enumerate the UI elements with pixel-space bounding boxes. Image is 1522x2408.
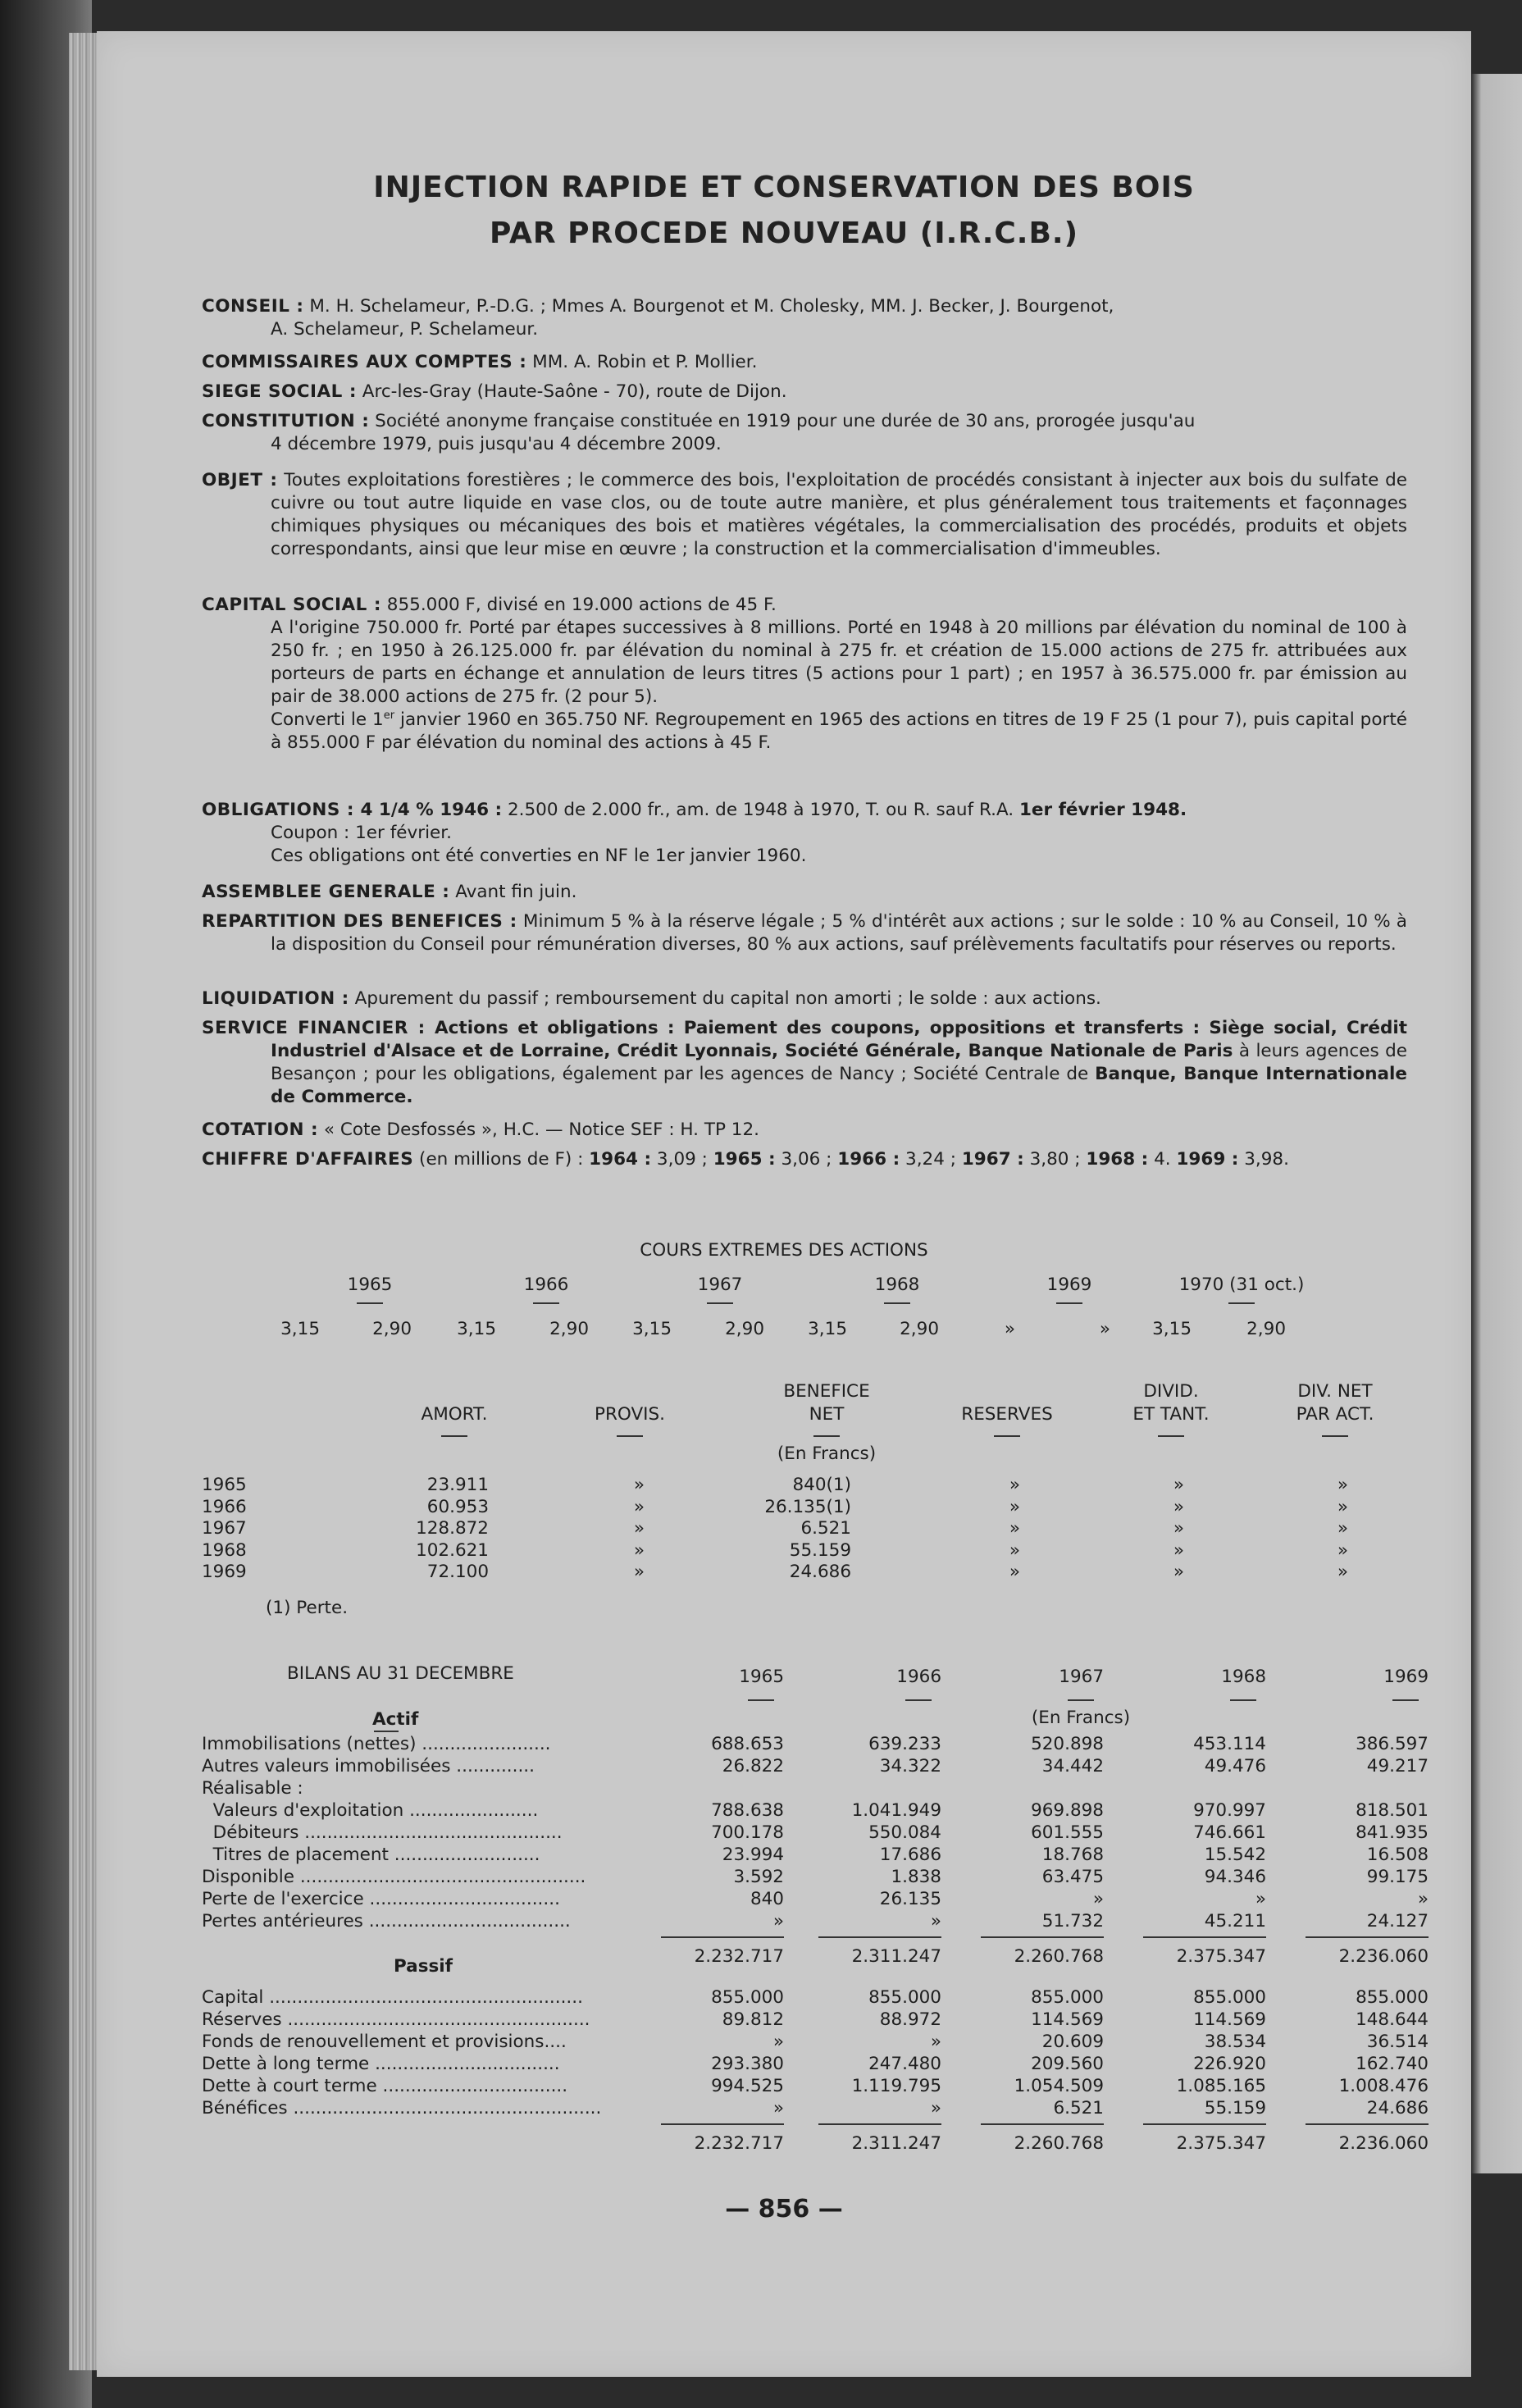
title-line-1: INJECTION RAPIDE ET CONSERVATION DES BOIS — [373, 171, 1195, 204]
resultats-divid: » — [1173, 1562, 1184, 1582]
resultats-header-rule — [441, 1435, 467, 1437]
ca-year-1969: 1969 : — [1176, 1149, 1239, 1170]
label-conseil: CONSEIL : — [202, 296, 304, 317]
ca-val-1965: 3,06 ; — [775, 1149, 838, 1170]
bilans-passif-value: 1.085.165 — [1176, 2076, 1266, 2096]
bilans-actif-value: 746.661 — [1193, 1822, 1266, 1843]
resultats-divnet: » — [1337, 1518, 1348, 1539]
bilans-year-rule — [905, 1699, 932, 1701]
label-cotation: COTATION : — [202, 1120, 319, 1140]
entry-conseil — [202, 295, 1407, 341]
cours-high: 3,15 — [808, 1319, 847, 1339]
text-commissaires: MM. A. Robin et P. Mollier. — [526, 352, 758, 372]
bilans-year: 1966 — [896, 1667, 941, 1687]
resultats-amort: 23.911 — [426, 1475, 489, 1495]
entry-service — [202, 1017, 1407, 1109]
cours-low: 2,90 — [372, 1319, 412, 1339]
bilans-actif-value: » — [930, 1911, 941, 1931]
label-constitution: CONSTITUTION : — [202, 411, 370, 431]
text-conseil: M. H. Schelameur, P.-D.G. ; Mmes A. Bourgenot et M. Cholesky, MM. J. Becker, J. Bourgenot, — [303, 296, 1114, 317]
cours-high: 3,15 — [457, 1319, 496, 1339]
bilans-actif-row-label: Autres valeurs immobilisées .............. — [202, 1756, 535, 1776]
text-obligations-bold2: 1er février 1948. — [1018, 800, 1187, 820]
entry-siege — [202, 381, 1407, 404]
resultats-header-rule — [1158, 1435, 1184, 1437]
bilans-passif-value: 162.740 — [1356, 2054, 1429, 2074]
resultats-divid: » — [1173, 1475, 1184, 1495]
bilans-actif-row-label: Disponible ................................................... — [202, 1867, 586, 1887]
text-service: à leurs agences de Besançon ; pour les obligations, également par les agences de Nancy ; Société Centrale de — [271, 1041, 1407, 1084]
label-capital: CAPITAL SOCIAL : — [202, 595, 381, 615]
resultats-header: DIVID. — [1143, 1381, 1199, 1402]
total-rule — [818, 1936, 941, 1938]
resultats-year: 1965 — [202, 1475, 247, 1495]
bilans-passif-row-label: Réserves ...................................................... — [202, 2009, 590, 2030]
resultats-unit: (En Francs) — [777, 1443, 877, 1464]
bilans-actif-value: 63.475 — [1041, 1867, 1104, 1887]
bilans-actif-value: 26.822 — [722, 1756, 784, 1776]
bilans-actif-label: Actif — [372, 1709, 419, 1730]
bilans-passif-value: » — [772, 2032, 784, 2052]
bilans-year: 1969 — [1383, 1667, 1429, 1687]
bilans-actif-total: 2.260.768 — [1014, 1946, 1104, 1967]
text-obligations: 2.500 de 2.000 fr., am. de 1948 à 1970, T. ou R. sauf R.A. — [502, 800, 1019, 820]
bilans-actif-row-label: Réalisable : — [202, 1778, 303, 1799]
bilans-actif-value: 49.476 — [1204, 1756, 1266, 1776]
bilans-passif-value: 1.119.795 — [851, 2076, 941, 2096]
resultats-divid: » — [1173, 1518, 1184, 1539]
resultats-header: PROVIS. — [595, 1404, 665, 1425]
total-rule — [818, 2123, 941, 2125]
text-liquidation: Apurement du passif ; remboursement du capital non amorti ; le solde : aux actions. — [349, 988, 1101, 1009]
cours-heading: COURS EXTREMES DES ACTIONS — [640, 1240, 928, 1261]
next-page-edge — [1471, 74, 1522, 2173]
ca-val-1968: 4. — [1148, 1149, 1177, 1170]
bilans-actif-total: 2.236.060 — [1338, 1946, 1429, 1967]
cours-low: 2,90 — [725, 1319, 764, 1339]
bilans-actif-value: » — [772, 1911, 784, 1931]
bilans-actif-value: 3.592 — [733, 1867, 784, 1887]
resultats-benefice: 840(1) — [792, 1475, 851, 1495]
bilans-year: 1968 — [1221, 1667, 1266, 1687]
bilans-actif-value: 26.135 — [879, 1889, 941, 1909]
bilans-year-rule — [1068, 1699, 1094, 1701]
bilans-actif-value: 1.838 — [891, 1867, 941, 1887]
resultats-provis: » — [633, 1496, 645, 1517]
resultats-amort: 60.953 — [426, 1496, 489, 1517]
cours-year-rule — [533, 1302, 559, 1304]
bilans-passif-value: 88.972 — [879, 2009, 941, 2030]
total-rule — [1306, 2123, 1429, 2125]
resultats-divnet: » — [1337, 1475, 1348, 1495]
cours-year: 1966 — [523, 1275, 569, 1295]
bilans-heading: BILANS AU 31 DECEMBRE — [287, 1663, 514, 1684]
label-assemblee: ASSEMBLEE GENERALE : — [202, 882, 450, 902]
cours-year: 1965 — [347, 1275, 393, 1295]
bilans-passif-value: 855.000 — [1356, 1987, 1429, 2008]
bilans-year: 1967 — [1059, 1667, 1104, 1687]
resultats-divnet: » — [1337, 1539, 1348, 1561]
bilans-passif-value: 89.812 — [722, 2009, 784, 2030]
text-assemblee: Avant fin juin. — [449, 882, 577, 902]
text-obligations-coupon: Coupon : 1er février. — [271, 823, 452, 843]
bilans-passif-row-label: Fonds de renouvellement et provisions.... — [202, 2032, 567, 2052]
label-commissaires: COMMISSAIRES AUX COMPTES : — [202, 352, 527, 372]
text-capital-p2 — [202, 709, 1407, 755]
bilans-passif-total: 2.236.060 — [1338, 2133, 1429, 2154]
bilans-actif-value: 45.211 — [1204, 1911, 1266, 1931]
actif-rule — [374, 1731, 399, 1732]
resultats-header: PAR ACT. — [1296, 1404, 1374, 1425]
text-cotation: « Cote Desfossés », H.C. — Notice SEF : H. TP 12. — [318, 1120, 759, 1140]
bilans-year-rule — [1392, 1699, 1419, 1701]
cours-year-rule — [357, 1302, 383, 1304]
bilans-actif-value: 970.997 — [1193, 1800, 1266, 1821]
label-service: SERVICE FINANCIER : — [202, 1018, 426, 1038]
ca-year-1966: 1966 : — [837, 1149, 900, 1170]
bilans-actif-value: 700.178 — [711, 1822, 784, 1843]
resultats-note: (1) Perte. — [266, 1598, 349, 1618]
resultats-year: 1967 — [202, 1518, 247, 1539]
document-page — [97, 31, 1471, 2377]
bilans-actif-value: 34.442 — [1041, 1756, 1104, 1776]
resultats-divnet: » — [1337, 1496, 1348, 1517]
total-rule — [981, 2123, 1104, 2125]
text-service-bold: Actions et obligations : Paiement des coupons, oppositions et transferts : Siège social, Crédit Industriel d'Alsace et de Lorraine, Crédit Lyonnais, Société Générale, Banque Nationale de Paris — [271, 1018, 1407, 1061]
text-capital-p2a: Converti le 1 — [271, 709, 384, 730]
entry-repartition — [202, 910, 1407, 956]
total-rule — [1143, 2123, 1266, 2125]
bilans-passif-value: 247.480 — [868, 2054, 941, 2074]
entry-cotation — [202, 1119, 1407, 1142]
bilans-passif-value: 1.054.509 — [1014, 2076, 1104, 2096]
bilans-passif-value: 855.000 — [711, 1987, 784, 2008]
bilans-passif-row-label: Capital ........................................................ — [202, 1987, 583, 2008]
ca-year-1968: 1968 : — [1086, 1149, 1149, 1170]
cours-year: 1969 — [1046, 1275, 1092, 1295]
ca-val-1967: 3,80 ; — [1023, 1149, 1087, 1170]
resultats-header: BENEFICE — [783, 1381, 870, 1402]
label-objet: OBJET : — [202, 470, 278, 490]
bilans-passif-row-label: Dette à long terme ................................. — [202, 2054, 560, 2074]
text-constitution: Société anonyme française constituée en 1919 pour une durée de 30 ans, prorogée jusqu'au — [369, 411, 1196, 431]
entry-chiffre — [202, 1148, 1407, 1171]
cours-year-rule — [707, 1302, 733, 1304]
cours-low: 2,90 — [549, 1319, 589, 1339]
resultats-provis: » — [633, 1475, 645, 1495]
cours-year: 1970 (31 oct.) — [1178, 1275, 1305, 1295]
bilans-actif-value: 520.898 — [1031, 1734, 1104, 1754]
resultats-divnet: » — [1337, 1562, 1348, 1582]
cours-low: 2,90 — [900, 1319, 939, 1339]
cours-high: 3,15 — [632, 1319, 672, 1339]
resultats-header: DIV. NET — [1297, 1381, 1373, 1402]
resultats-reserves: » — [1009, 1475, 1020, 1495]
bilans-actif-value: 841.935 — [1356, 1822, 1429, 1843]
label-repartition: REPARTITION DES BENEFICES : — [202, 911, 517, 932]
cours-year-rule — [1228, 1302, 1255, 1304]
bilans-passif-value: 293.380 — [711, 2054, 784, 2074]
bilans-year: 1965 — [739, 1667, 784, 1687]
resultats-reserves: » — [1009, 1518, 1020, 1539]
ca-year-1967: 1967 : — [961, 1149, 1024, 1170]
resultats-benefice: 24.686 — [789, 1562, 851, 1582]
text-service-bold2: Banque, Banque Internationale de Commerce. — [271, 1064, 1407, 1107]
text-constitution-cont: 4 décembre 1979, puis jusqu'au 4 décembre 2009. — [271, 434, 722, 454]
bilans-actif-value: 688.653 — [711, 1734, 784, 1754]
bilans-actif-value: 969.898 — [1031, 1800, 1104, 1821]
text-siege: Arc-les-Gray (Haute-Saône - 70), route de Dijon. — [356, 381, 787, 402]
entry-commissaires — [202, 351, 1407, 374]
cours-year-rule — [884, 1302, 910, 1304]
bilans-passif-value: 1.008.476 — [1338, 2076, 1429, 2096]
resultats-year: 1968 — [202, 1539, 247, 1561]
text-capital-p1: A l'origine 750.000 fr. Porté par étapes successives à 8 millions. Porté en 1948 à 20 millions par élévation du nominal de 100 à 250 fr. ; en 1950 à 26.125.000 fr. par élévation du nominal à 275 fr. et création de 15.000 actions de 275 fr. attribuées aux porteurs de parts en échange et annulation de leurs titres (5 actions pour 1 part) ; en 1957 à 36.575.000 fr. par émission au pair de 38.000 actions de 275 fr. (2 pour 5). — [271, 618, 1407, 707]
bilans-actif-row-label: Débiteurs .............................................. — [202, 1822, 563, 1843]
label-liquidation: LIQUIDATION : — [202, 988, 349, 1009]
bilans-passif-value: 20.609 — [1041, 2032, 1104, 2052]
bilans-passif-label: Passif — [394, 1956, 453, 1977]
text-capital: 855.000 F, divisé en 19.000 actions de 45 F. — [380, 595, 777, 615]
text-obligations-conv: Ces obligations ont été converties en NF le 1er janvier 1960. — [271, 846, 807, 866]
cours-year: 1968 — [874, 1275, 920, 1295]
resultats-divid: » — [1173, 1539, 1184, 1561]
resultats-year: 1966 — [202, 1496, 247, 1517]
bilans-passif-value: » — [930, 2032, 941, 2052]
bilans-passif-total: 2.232.717 — [694, 2133, 784, 2154]
bilans-actif-value: 818.501 — [1356, 1800, 1429, 1821]
bilans-actif-row-label: Pertes antérieures .................................... — [202, 1911, 571, 1931]
bilans-passif-value: 36.514 — [1366, 2032, 1429, 2052]
bilans-actif-value: 34.322 — [879, 1756, 941, 1776]
resultats-divid: » — [1173, 1496, 1184, 1517]
text-capital-p2b: janvier 1960 en 365.750 NF. Regroupement en 1965 des actions en titres de 19 F 25 (1 pour 7), puis capital porté à 855.000 F par élévation du nominal des actions à 45 F. — [271, 709, 1407, 753]
bilans-passif-value: 994.525 — [711, 2076, 784, 2096]
entry-objet — [202, 469, 1407, 561]
entry-capital — [202, 594, 1407, 755]
bilans-passif-value: 855.000 — [1031, 1987, 1104, 2008]
bilans-actif-total: 2.311.247 — [851, 1946, 941, 1967]
bilans-passif-value: 855.000 — [868, 1987, 941, 2008]
resultats-header-rule — [1322, 1435, 1348, 1437]
title-line-2: PAR PROCEDE NOUVEAU (I.R.C.B.) — [489, 217, 1079, 250]
entry-constitution — [202, 410, 1407, 456]
ca-year-1964: 1964 : — [589, 1149, 652, 1170]
bilans-actif-value: 94.346 — [1204, 1867, 1266, 1887]
label-chiffre: CHIFFRE D'AFFAIRES — [202, 1149, 414, 1170]
bilans-actif-value: 51.732 — [1041, 1911, 1104, 1931]
resultats-reserves: » — [1009, 1496, 1020, 1517]
bilans-unit: (En Francs) — [1031, 1708, 1131, 1728]
bilans-passif-total: 2.260.768 — [1014, 2133, 1104, 2154]
resultats-header: NET — [809, 1404, 845, 1425]
total-rule — [661, 1936, 784, 1938]
total-rule — [1306, 1936, 1429, 1938]
bilans-passif-value: 209.560 — [1031, 2054, 1104, 2074]
resultats-header-rule — [617, 1435, 643, 1437]
bilans-passif-value: » — [772, 2098, 784, 2118]
bilans-actif-value: 601.555 — [1031, 1822, 1104, 1843]
bilans-actif-value: 17.686 — [879, 1845, 941, 1865]
text-chiffre: (en millions de F) : — [413, 1149, 590, 1170]
ca-val-1964: 3,09 ; — [651, 1149, 713, 1170]
bilans-actif-value: 788.638 — [711, 1800, 784, 1821]
ca-year-1965: 1965 : — [713, 1149, 776, 1170]
bilans-actif-value: 550.084 — [868, 1822, 941, 1843]
ca-val-1969: 3,98. — [1238, 1149, 1289, 1170]
entry-obligations — [202, 799, 1407, 868]
bilans-passif-row-label: Dette à court terme ................................. — [202, 2076, 568, 2096]
bilans-actif-value: 23.994 — [722, 1845, 784, 1865]
resultats-header-rule — [813, 1435, 840, 1437]
bilans-actif-value: 24.127 — [1366, 1911, 1429, 1931]
bilans-passif-value: 114.569 — [1031, 2009, 1104, 2030]
bilans-actif-value: 18.768 — [1041, 1845, 1104, 1865]
bilans-actif-value: 639.233 — [868, 1734, 941, 1754]
bilans-passif-value: 114.569 — [1193, 2009, 1266, 2030]
resultats-provis: » — [633, 1562, 645, 1582]
bilans-actif-value: 840 — [750, 1889, 784, 1909]
resultats-benefice: 6.521 — [800, 1518, 851, 1539]
entry-assemblee — [202, 881, 1407, 904]
resultats-benefice: 55.159 — [789, 1539, 851, 1561]
cours-year-rule — [1056, 1302, 1082, 1304]
label-siege: SIEGE SOCIAL : — [202, 381, 357, 402]
bilans-passif-value: 55.159 — [1204, 2098, 1266, 2118]
bilans-passif-value: 855.000 — [1193, 1987, 1266, 2008]
text-objet: Toutes exploitations forestières ; le commerce des bois, l'exploitation de procédés consistant à injecter aux bois du sulfate de cuivre ou tout autre liquide en vase clos, ou de toute autre manière, et plus généralement tous traitements et façonnages chimiques physiques ou mécaniques des bois et matières végétales, la commercialisation des procédés, produits et objets correspondants, ainsi que leur mise en œuvre ; la construction et la commercialisation d'immeubles. — [271, 470, 1407, 559]
cours-low: 2,90 — [1246, 1319, 1286, 1339]
resultats-reserves: » — [1009, 1562, 1020, 1582]
bilans-actif-row-label: Immobilisations (nettes) ....................... — [202, 1734, 551, 1754]
text-conseil-cont: A. Schelameur, P. Schelameur. — [271, 319, 539, 340]
resultats-header: ET TANT. — [1132, 1404, 1210, 1425]
bilans-actif-value: » — [1417, 1889, 1429, 1909]
label-obligations: OBLIGATIONS : — [202, 800, 354, 820]
bilans-passif-value: 148.644 — [1356, 2009, 1429, 2030]
bilans-actif-row-label: Perte de l'exercice .................................. — [202, 1889, 560, 1909]
bilans-actif-value: 16.508 — [1366, 1845, 1429, 1865]
bilans-actif-value: 15.542 — [1204, 1845, 1266, 1865]
sup-er: er — [383, 709, 395, 722]
bilans-actif-value: 99.175 — [1366, 1867, 1429, 1887]
resultats-amort: 72.100 — [426, 1562, 489, 1582]
bilans-actif-total: 2.232.717 — [694, 1946, 784, 1967]
resultats-provis: » — [633, 1518, 645, 1539]
cours-low: » — [1099, 1319, 1110, 1339]
resultats-header: RESERVES — [961, 1404, 1053, 1425]
bilans-passif-total: 2.375.347 — [1176, 2133, 1266, 2154]
text-repartition: Minimum 5 % à la réserve légale ; 5 % d'intérêt aux actions ; sur le solde : 10 % au Conseil, 10 % à la disposition du Conseil pour rémunération diverses, 80 % aux actions, sauf prélèvements facultatifs pour réserves ou reports. — [271, 911, 1407, 955]
bilans-passif-value: 6.521 — [1053, 2098, 1104, 2118]
bilans-actif-value: 453.114 — [1193, 1734, 1266, 1754]
bilans-actif-row-label: Titres de placement .......................... — [202, 1845, 540, 1865]
bilans-actif-value: 49.217 — [1366, 1756, 1429, 1776]
resultats-provis: » — [633, 1539, 645, 1561]
bilans-year-rule — [1230, 1699, 1256, 1701]
cours-year: 1967 — [697, 1275, 743, 1295]
resultats-amort: 128.872 — [416, 1518, 489, 1539]
bilans-passif-value: » — [930, 2098, 941, 2118]
bilans-passif-value: 38.534 — [1204, 2032, 1266, 2052]
total-rule — [981, 1936, 1104, 1938]
bilans-actif-value: » — [1092, 1889, 1104, 1909]
resultats-header-rule — [994, 1435, 1020, 1437]
bilans-year-rule — [748, 1699, 774, 1701]
total-rule — [661, 2123, 784, 2125]
bilans-actif-total: 2.375.347 — [1176, 1946, 1266, 1967]
resultats-reserves: » — [1009, 1539, 1020, 1561]
resultats-amort: 102.621 — [416, 1539, 489, 1561]
cours-high: » — [1004, 1319, 1015, 1339]
total-rule — [1143, 1936, 1266, 1938]
bilans-passif-row-label: Bénéfices ....................................................... — [202, 2098, 602, 2118]
bilans-actif-value: » — [1255, 1889, 1266, 1909]
resultats-year: 1969 — [202, 1562, 247, 1582]
cours-high: 3,15 — [280, 1319, 320, 1339]
resultats-header: AMORT. — [421, 1404, 488, 1425]
bilans-passif-value: 226.920 — [1193, 2054, 1266, 2074]
bilans-passif-total: 2.311.247 — [851, 2133, 941, 2154]
entry-liquidation — [202, 987, 1407, 1010]
bilans-actif-row-label: Valeurs d'exploitation ....................... — [202, 1800, 539, 1821]
bilans-actif-value: 386.597 — [1356, 1734, 1429, 1754]
ca-val-1966: 3,24 ; — [900, 1149, 962, 1170]
page-number: — 856 — — [725, 2195, 843, 2223]
resultats-benefice: 26.135(1) — [764, 1496, 851, 1517]
bilans-passif-value: 24.686 — [1366, 2098, 1429, 2118]
bilans-actif-value: 1.041.949 — [851, 1800, 941, 1821]
text-obligations-bold1: 4 1/4 % 1946 : — [354, 800, 503, 820]
cours-high: 3,15 — [1152, 1319, 1192, 1339]
